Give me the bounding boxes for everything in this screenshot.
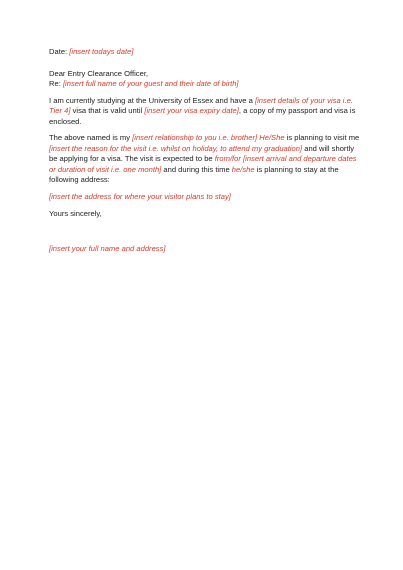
- visa-details-placeholder: [insert details of your visa i.e. Tier 4]: [49, 95, 353, 115]
- para1-text-2: visa that is valid until: [70, 106, 145, 115]
- date-placeholder: [insert todays date]: [69, 47, 134, 56]
- from-for-placeholder: from/for: [214, 154, 241, 163]
- guest-placeholder: [insert full name of your guest and their date of birth]: [62, 79, 239, 88]
- date-line: [49, 47, 361, 58]
- address-placeholder: [insert the address for where your visitor plans to stay]: [49, 191, 231, 201]
- para1-text-1: I am currently studying at the University of Essex and have a: [49, 95, 255, 105]
- para1-text-3: , a copy of my passport and visa is enclosed.: [49, 106, 356, 126]
- letter-body: [49, 47, 361, 254]
- signature-placeholder: [insert your full name and address]: [49, 243, 166, 253]
- visit-dates-placeholder: [insert arrival and departure dates or duration of visit i.e. one month]: [49, 154, 357, 174]
- he-she-placeholder: He/She: [259, 133, 285, 142]
- date-label: Date:: [49, 47, 70, 56]
- para2-text-4: and will shortly be applying for a visa. The visit is expected to be: [49, 143, 355, 163]
- para2-text-1: The above named is my: [49, 133, 133, 142]
- he-she-lower-placeholder: he/she: [231, 164, 255, 174]
- closing: Yours sincerely,: [49, 209, 102, 218]
- para2-text-6: and during this time: [161, 164, 232, 174]
- greeting-block: [49, 69, 361, 90]
- visa-expiry-placeholder: [insert your visa expiry date]: [144, 106, 239, 115]
- re-label: Re:: [49, 79, 63, 88]
- para2-text-3: is planning to visit me: [284, 133, 360, 142]
- visit-reason-placeholder: [insert the reason for the visit i.e. whilst on holiday, to attend my graduation]: [49, 143, 303, 153]
- paragraph-visa: [49, 96, 361, 128]
- paragraph-visit: [49, 133, 361, 186]
- relationship-placeholder: [insert relationship to you i.e. brother]: [132, 133, 258, 142]
- para2-text-7: is planning to stay at the following address:: [49, 164, 339, 184]
- salutation: Dear Entry Clearance Officer,: [49, 68, 149, 78]
